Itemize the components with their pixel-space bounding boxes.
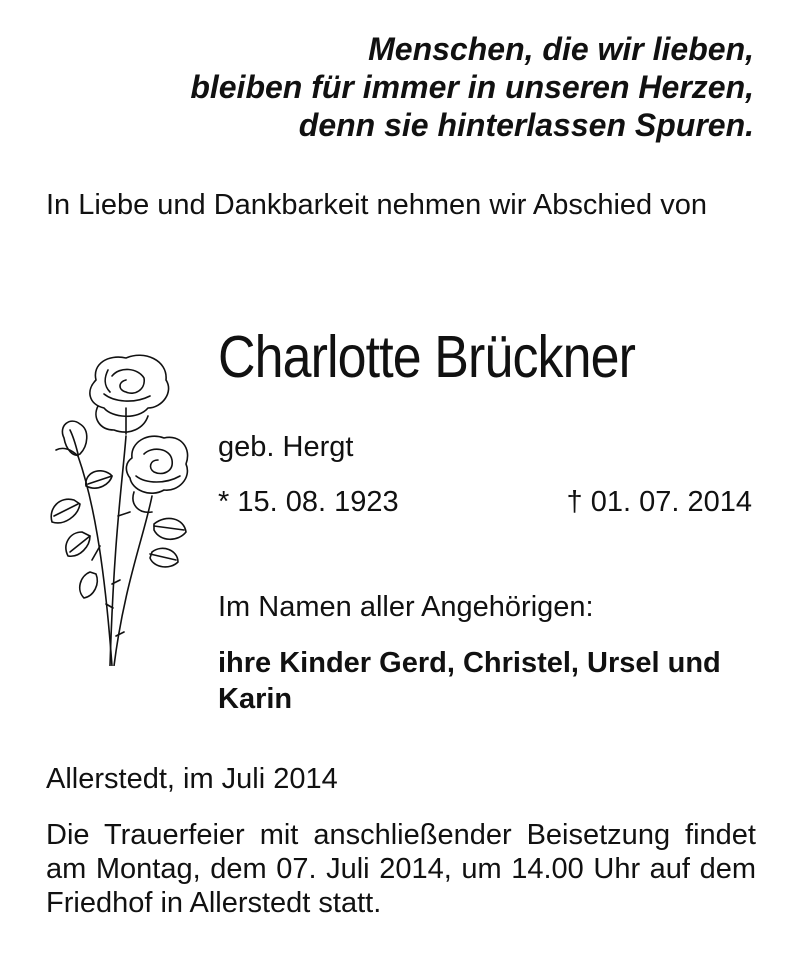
motto-line-1: Menschen, die wir lieben, [368,31,754,67]
death-date: † 01. 07. 2014 [566,486,752,518]
funeral-notice-text: Die Trauerfeier mit anschließender Beisetzung findet am Montag, dem 07. Juli 2014, um 14.00 Uhr auf dem Friedhof in Allerstedt statt. [46,819,756,919]
motto-verse [54,30,754,144]
birth-date: * 15. 08. 1923 [218,486,399,518]
survivors-names: ihre Kinder Gerd, Christel, Ursel und Karin [218,647,721,715]
motto-line-2: bleiben für immer in unseren Herzen, [190,69,754,105]
place-and-date: Allerstedt, im Juli 2014 [46,763,338,795]
on-behalf-line: Im Namen aller Angehörigen: [218,591,594,623]
funeral-notice [46,818,756,920]
maiden-name: geb. Hergt [218,431,354,463]
deceased-name: Charlotte Brückner [218,324,636,390]
intro-text: In Liebe und Dankbarkeit nehmen wir Abschied von [46,189,707,221]
motto-line-3: denn sie hinterlassen Spuren. [298,107,754,143]
rose-drawing-icon [34,346,194,666]
